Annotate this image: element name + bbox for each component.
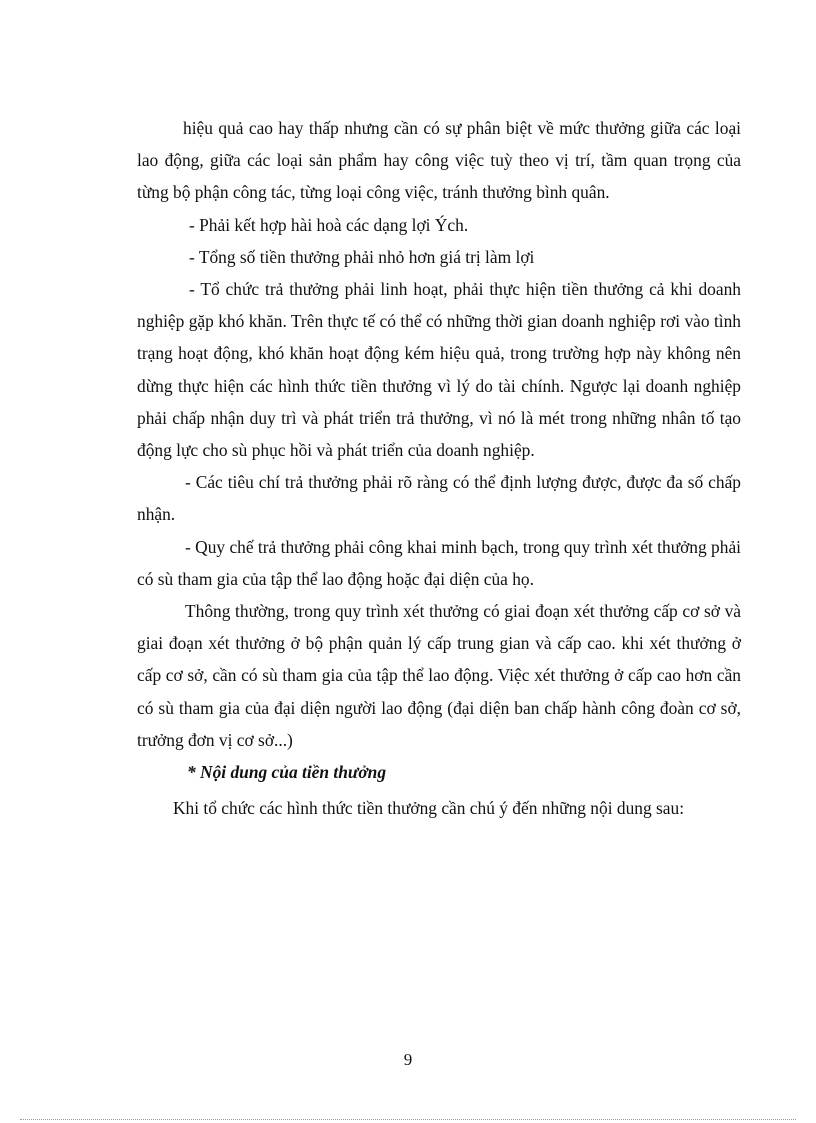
body-text: [137, 112, 741, 824]
paragraph-intro: Khi tổ chức các hình thức tiền thưởng cần chú ý đến những nội dung sau:: [173, 798, 685, 819]
page-number: 9: [403, 1050, 413, 1069]
paragraph-review-process: Thông thường, trong quy trình xét thưởng có giai đoạn xét thưởng cấp cơ sở và giai đoạn xét thưởng ở bộ phận quản lý cấp trung gian và cấp cao. khi xét thưởng ở cấp cơ sở, cần có sù tham gia của tập thể lao động. Việc xét thưởng ở cấp cao hơn cần có sù tham gia của đại diện người lao động (đại diện ban chấp hành công đoàn cơ sở, trưởng đơn vị cơ sở...): [137, 601, 741, 750]
paragraph-bonus-differentiation: hiệu quả cao hay thấp nhưng cần có sự phân biệt về mức thưởng giữa các loại lao động, giữa các loại sản phẩm hay công việc tuỳ theo vị trí, tầm quan trọng của từng bộ phận công tác, từng loại công việc, tránh thưởng bình quân.: [137, 118, 741, 203]
footer-divider: [20, 1119, 796, 1120]
list-item-total-bonus: - Tổng số tiền thưởng phải nhỏ hơn giá trị làm lợi: [189, 246, 535, 267]
list-item-flexible-bonus: - Tổ chức trả thưởng phải linh hoạt, phải thực hiện tiền thưởng cả khi doanh nghiệp gặp khó khăn. Trên thực tế có thể có những thời gian doanh nghiệp rơi vào tình trạng hoạt động, khó khăn hoạt động kém hiệu quả, trong trường hợp này không nên dừng thực hiện các hình thức tiền thưởng vì lý do tài chính. Ngược lại doanh nghiệp phải chấp nhận duy trì và phát triển trả thưởng, vì nó là mét trong những nhân tố tạo động lực cho sù phục hồi và phát triển của doanh nghiệp.: [137, 279, 741, 461]
list-item-clear-criteria: - Các tiêu chí trả thưởng phải rõ ràng có thể định lượng được, được đa số chấp nhận.: [137, 472, 741, 525]
list-item-harmonize-benefits: - Phải kết hợp hài hoà các dạng lợi Ých.: [189, 214, 469, 235]
list-item-transparent-rules: - Quy chế trả thưởng phải công khai minh bạch, trong quy trình xét thưởng phải có sù tham gia của tập thể lao động hoặc đại diện của họ.: [137, 536, 741, 589]
section-heading: * Nội dung của tiền thưởng: [187, 762, 387, 783]
